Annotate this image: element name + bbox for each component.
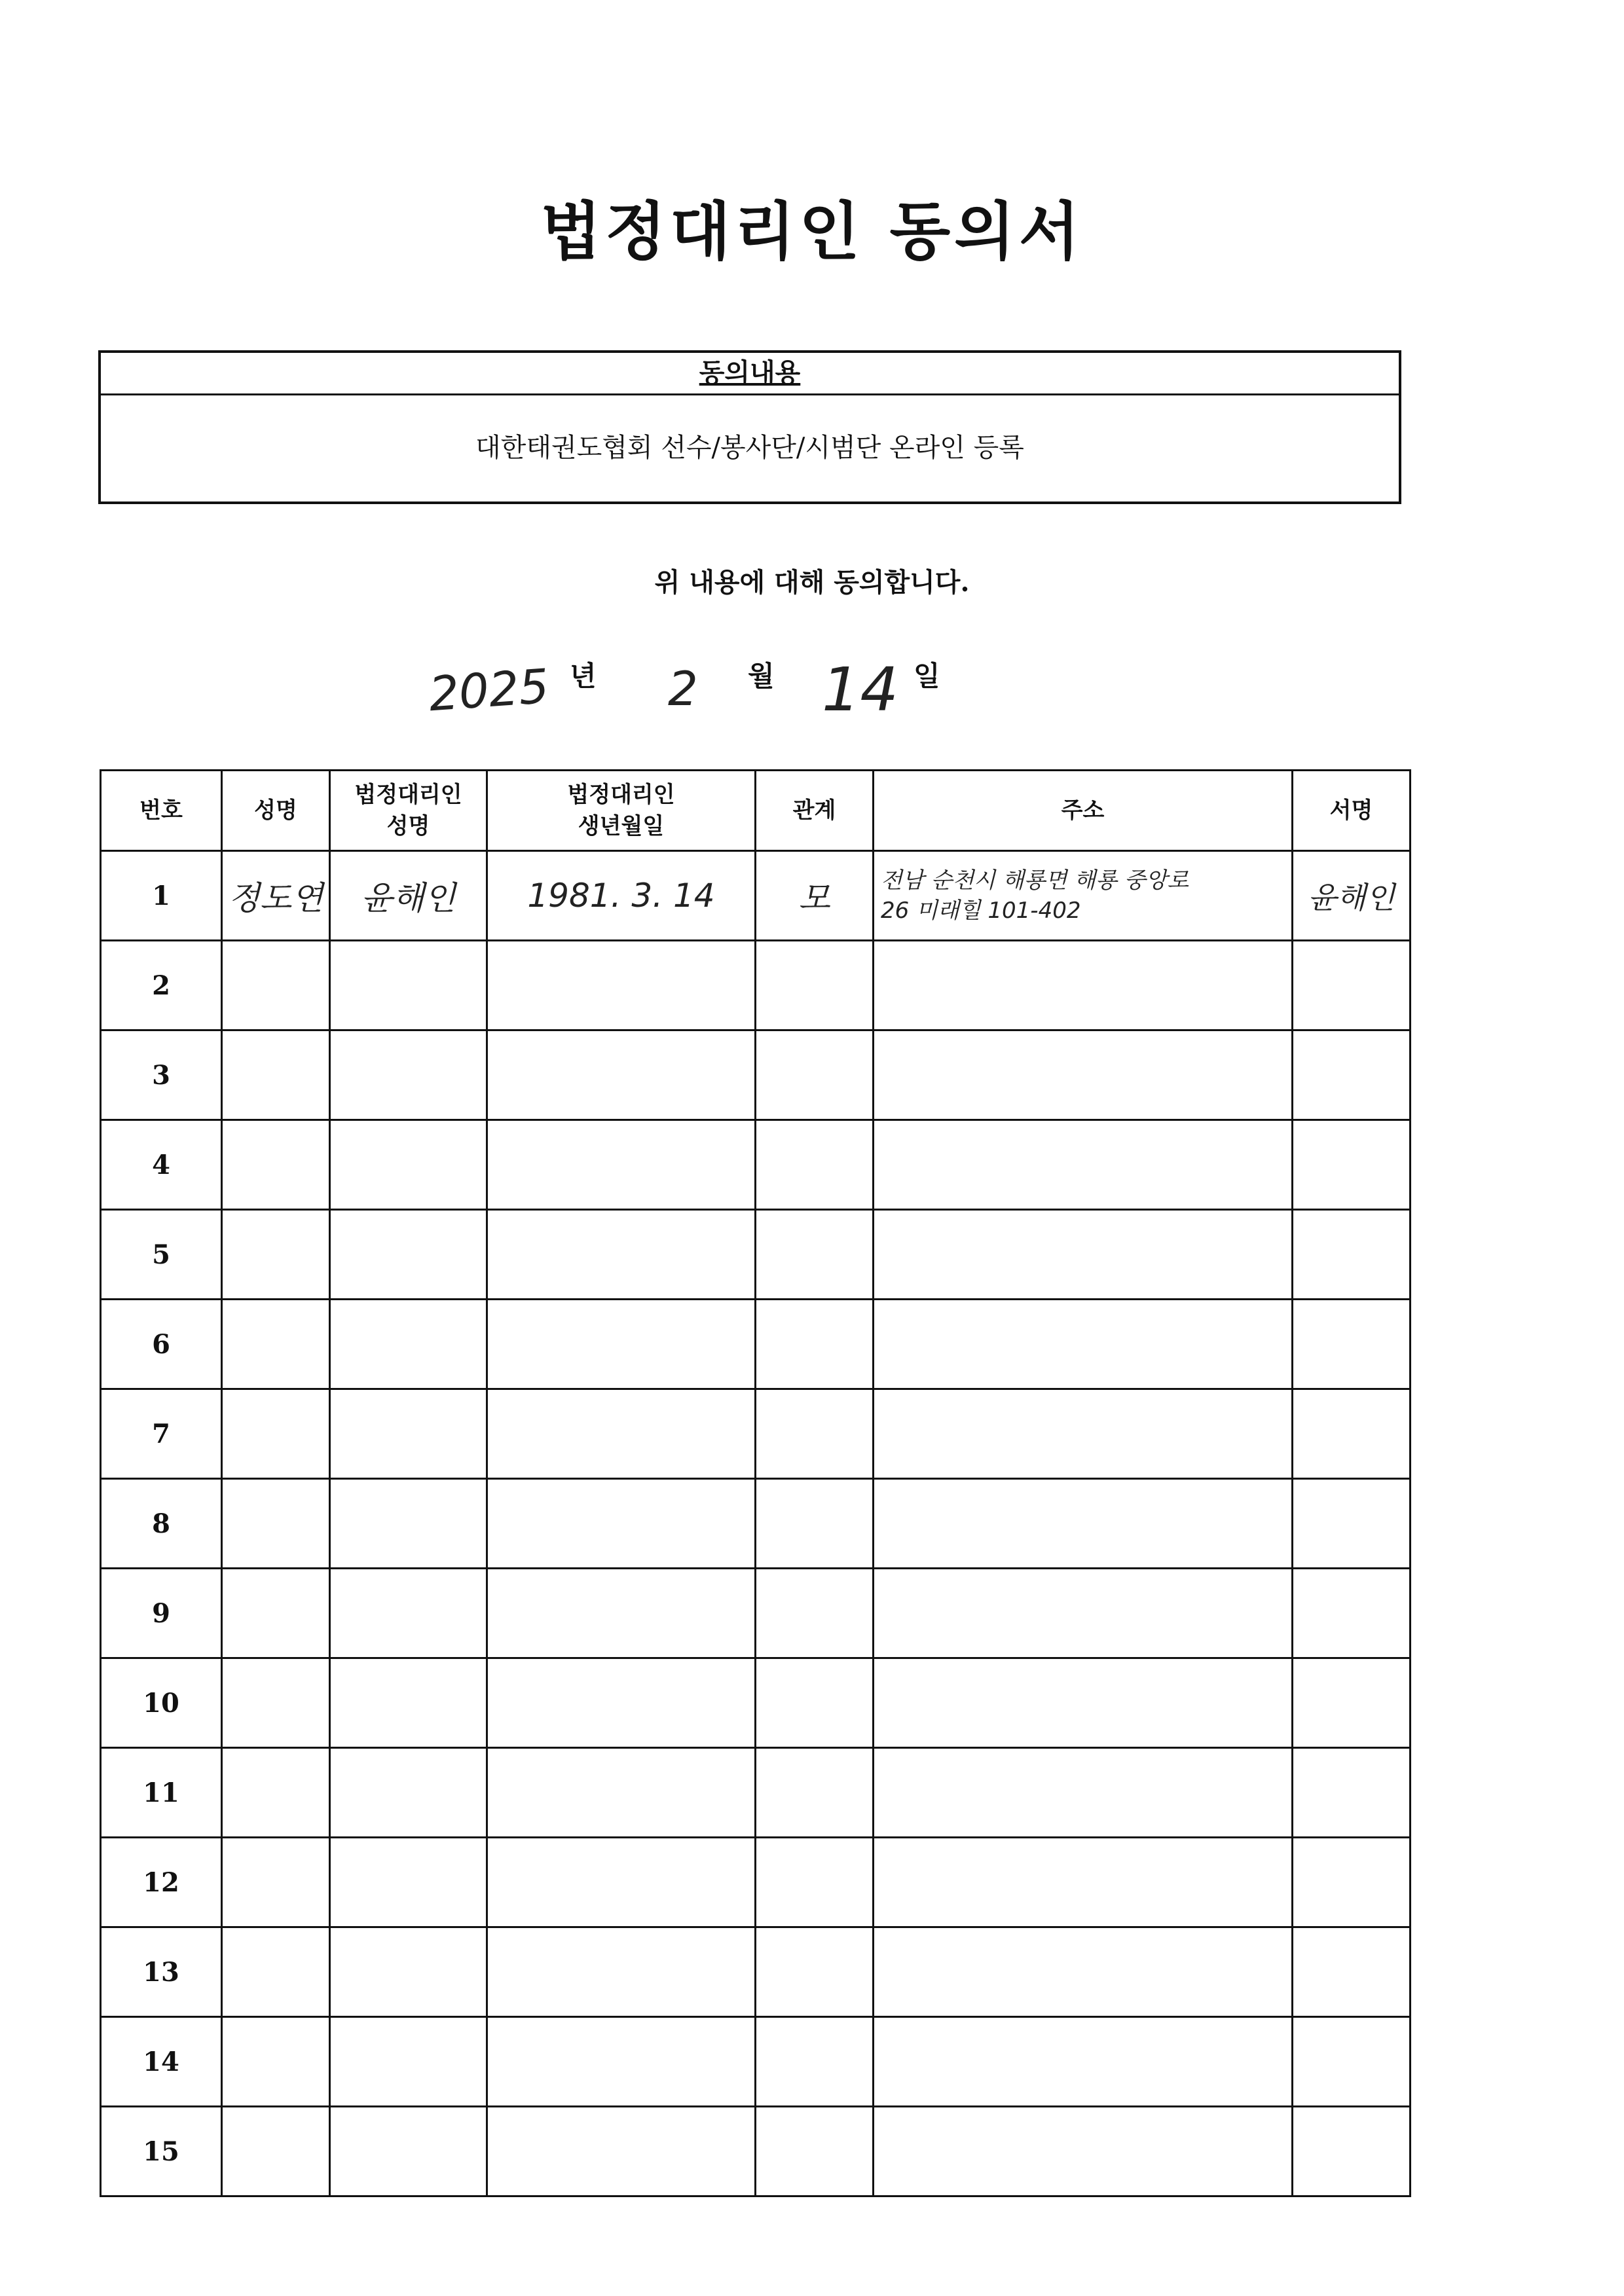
row-number: 8 [101,1479,222,1569]
row-guardian-birth: 1981. 3. 14 [487,851,756,941]
row-number: 7 [101,1389,222,1479]
row-number: 11 [101,1748,222,1838]
date-day: 14 [822,655,899,725]
row-name: 정도연 [222,851,330,941]
header-guardian-birth-line1: 법정대리인 [567,782,675,808]
agreement-text: 위 내용에 대해 동의합니다. [654,567,970,598]
row-number: 15 [101,2107,222,2196]
table-row [101,2017,1411,2107]
header-guardian-name-line2: 성명 [386,813,430,839]
header-guardian-birth-line2: 생년월일 [578,813,665,839]
row-relation: 모 [756,851,874,941]
table-header-row [101,771,1411,851]
consent-box [98,350,1401,504]
row-signature: 윤해인 [1293,851,1411,941]
header-guardian-name-line1: 법정대리인 [354,782,462,808]
row-address [874,851,1293,941]
row-number: 2 [101,941,222,1030]
date-month: 2 [668,661,698,716]
header-relation: 관계 [756,771,874,851]
table-row [101,1658,1411,1748]
table-row [101,1389,1411,1479]
row-number: 1 [101,851,222,941]
date-year-label: 년 [570,660,597,692]
row-number: 13 [101,1927,222,2017]
row-number: 6 [101,1300,222,1389]
table-row [101,1300,1411,1389]
date-year: 2025 [427,658,551,722]
row-number: 5 [101,1210,222,1300]
row-guardian-name: 윤해인 [330,851,487,941]
date-day-label: 일 [913,660,940,692]
row-address-line1: 전남 순천시 해룡면 해룡 중앙로 [881,867,1189,894]
table-row [101,1210,1411,1300]
consent-header: 동의내용 [101,353,1399,395]
header-guardian-name [330,771,487,851]
date-line [0,648,1624,725]
table-row [101,1748,1411,1838]
date-month-label: 월 [748,660,775,692]
table-row [101,941,1411,1030]
guardian-table [100,769,1411,2197]
consent-body: 대한태권도협회 선수/봉사단/시범단 온라인 등록 [475,433,1024,463]
row-number: 14 [101,2017,222,2107]
header-no: 번호 [101,771,222,851]
table-row [101,1838,1411,1927]
header-signature: 서명 [1293,771,1411,851]
table-row [101,1927,1411,2017]
table-row [101,2107,1411,2196]
row-address-line2: 26 미래힐 101-402 [881,898,1081,924]
row-number: 4 [101,1120,222,1210]
row-number: 10 [101,1658,222,1748]
row-number: 3 [101,1030,222,1120]
table-row [101,1569,1411,1658]
document-title: 법정대리인 동의서 [540,194,1084,268]
header-address: 주소 [874,771,1293,851]
row-number: 12 [101,1838,222,1927]
header-guardian-birth [487,771,756,851]
table-row [101,851,1411,941]
header-name: 성명 [222,771,330,851]
table-row [101,1120,1411,1210]
table-row [101,1030,1411,1120]
row-number: 9 [101,1569,222,1658]
table-row [101,1479,1411,1569]
